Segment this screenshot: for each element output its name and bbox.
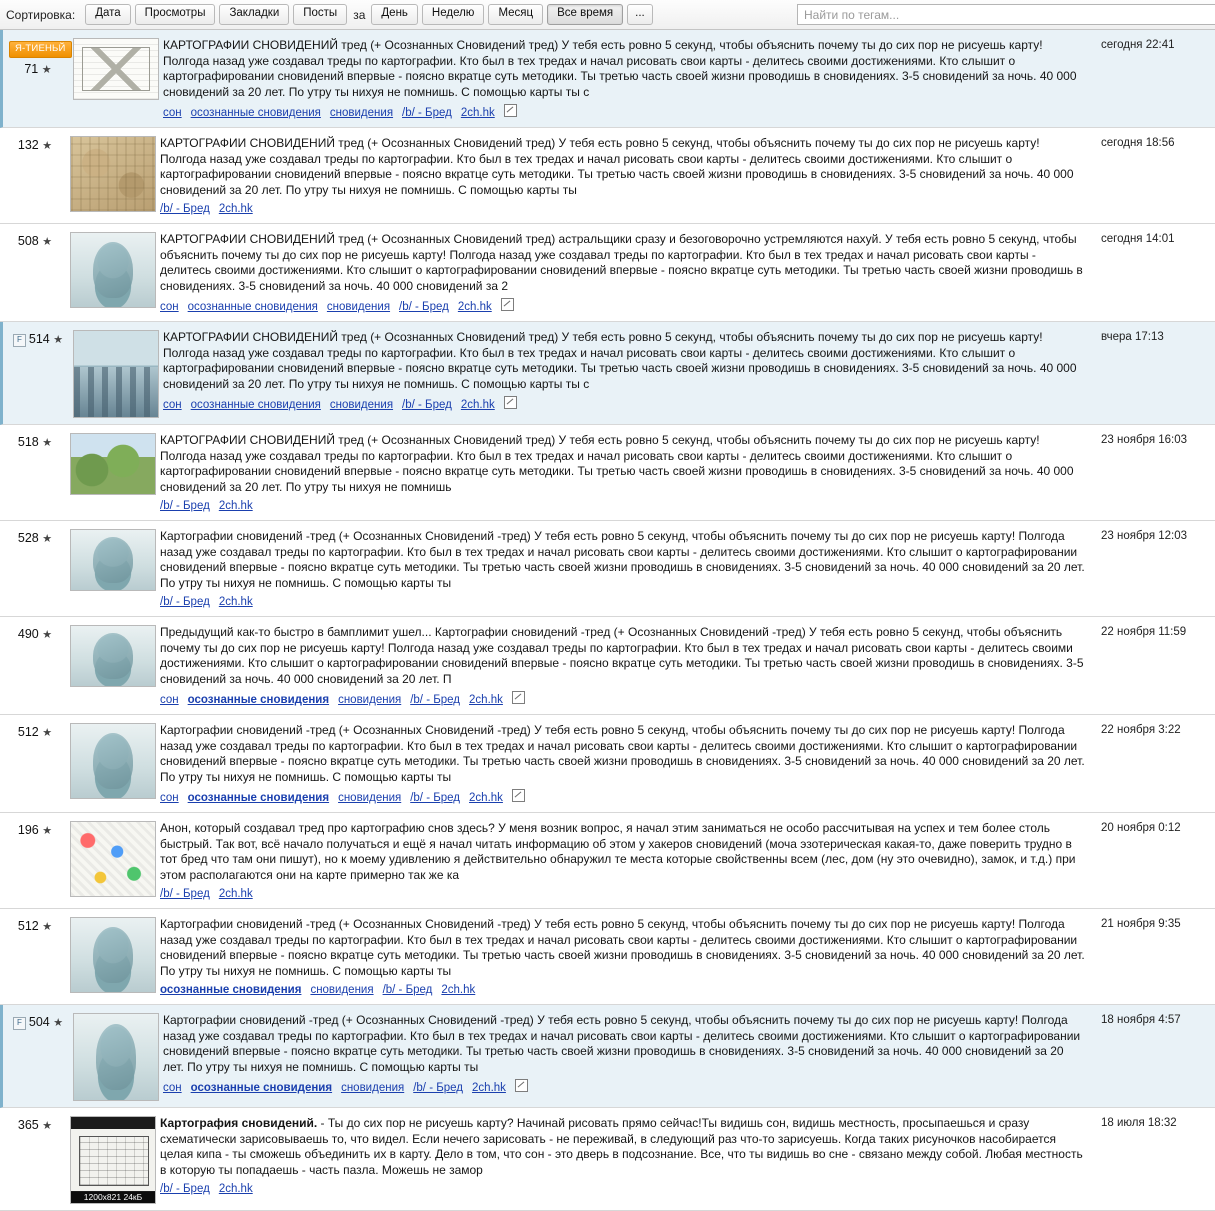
post-score [6,1118,64,1132]
tag-link[interactable]: сновидения [329,399,394,411]
tag-link[interactable]: осознанные сновидения [187,694,330,706]
post-body [156,1108,1097,1210]
score-value: 71 [24,62,39,76]
star-icon[interactable]: ★ [42,825,53,837]
score-value: 490 [17,627,39,641]
post-date: 21 ноября 9:35 [1101,918,1181,930]
tag-link[interactable]: сон [163,1082,182,1094]
tag-link[interactable]: /b/ - Бред [402,107,452,119]
score-value: 365 [17,1118,39,1132]
post-row[interactable] [0,128,1215,224]
tag-link[interactable]: осознанные сновидения [190,1082,333,1094]
score-value: 512 [17,919,39,933]
post-thumbnail-cell [70,128,156,223]
tag-link[interactable]: /b/ - Бред [160,888,210,900]
post-body [159,30,1097,127]
star-icon[interactable]: ★ [42,533,53,545]
post-score [9,1015,67,1030]
post-row[interactable] [0,1005,1215,1108]
tag-link[interactable]: 2ch.hk [469,792,503,804]
tag-link[interactable]: сон [160,301,179,313]
post-thumbnail-cell [70,715,156,812]
score-value: 508 [17,234,39,248]
post-score [9,332,67,347]
post-tags [160,202,1087,217]
score-value: 512 [17,725,39,739]
post-score-cell [0,224,70,321]
post-thumbnail[interactable] [70,625,156,687]
tag-link[interactable]: осознанные сновидения [190,399,321,411]
post-text: КАРТОГРАФИИ СНОВИДЕНИЙ тред (+ Осознанных Сновидений тред) У тебя есть ровно 5 секунд, чтобы объяснить почему ты до сих пор не рисуешь карту! Полгода назад уже создавал треды по картографии. Кто был в тех тредах и начал рисовать свои карты - делитесь своими достижениями. Кто слышит о картографировании сновидений впервые - поясно вкратце суть методики. Ты третью часть своей жизни проводишь в сновидениях. 3-5 сновидений за ночь. 40 000 сновидений за 20 лет. По утру ты нихуя не помнишь [160,433,1074,494]
search-input[interactable] [797,4,1215,25]
period-button-week[interactable]: Неделю [422,4,485,25]
edit-pencil-icon[interactable] [512,789,525,802]
post-score [6,725,64,739]
post-body [156,224,1097,321]
post-thumbnail-cell [70,425,156,520]
post-text: КАРТОГРАФИИ СНОВИДЕНИЙ тред (+ Осознанных Сновидений тред) У тебя есть ровно 5 секунд, чтобы объяснить почему ты до сих пор не рисуешь карту! Полгода назад уже создавал треды по картографии. Кто был в тех тредах и начал рисовать свои карты - делитесь своими достижениями. Кто слышит о картографировании сновидений впервые - поясно вкратце суть методики. Ты третью часть своей жизни проводишь в сновидениях. 3-5 сновидений за ночь. 40 000 сновидений за 20 лет. По утру ты нихуя не помнишь. С помощью карты ты [160,136,1074,197]
post-body [156,715,1097,812]
edit-pencil-icon[interactable] [515,1079,528,1092]
post-thumbnail-cell [73,30,159,127]
tag-link[interactable]: /b/ - Бред [410,694,461,706]
post-date: 22 ноября 3:22 [1101,724,1181,736]
tag-link[interactable]: 2ch.hk [218,203,253,215]
score-value: 504 [28,1015,50,1029]
tag-link[interactable]: сновидения [329,107,394,119]
post-tags [160,887,1087,902]
post-title: Картография сновидений. [160,1116,318,1130]
post-row[interactable] [0,322,1215,425]
post-score-cell [3,1005,73,1107]
post-text: Картографии сновидений -тред (+ Осознанных Сновидений -тред) У тебя есть ровно 5 секунд, чтобы объяснить почему ты до сих пор не рисуешь карту! Полгода назад уже создавал треды по картографии. Кто был в тех тредах и начал рисовать свои карты - делитесь своими достижениями. Кто слышит о картографировании сновидений впервые - поясно вкратце суть методики. Ты третью часть своей жизни проводишь в сновидениях. 3-5 сновидений за ночь. 40 000 сновидений за 20 лет. По утру ты нихуя не помнишь. С помощью карты ты [160,723,1085,784]
thumbnail-image [74,1014,158,1100]
sort-toolbar [0,0,1215,30]
tag-link[interactable]: /b/ - Бред [413,1082,464,1094]
tag-link[interactable]: /b/ - Бред [402,399,452,411]
post-score-cell [0,813,70,908]
edit-pencil-icon[interactable] [504,104,517,117]
period-button-all-time[interactable]: Все время [547,4,623,25]
post-date: вчера 17:13 [1101,331,1164,343]
tag-link[interactable]: /b/ - Бред [160,203,210,215]
tag-link[interactable]: 2ch.hk [218,1183,253,1195]
post-body [156,521,1097,616]
star-icon[interactable]: ★ [53,334,64,346]
score-value: 132 [17,138,39,152]
thumbnail-image [74,39,158,99]
flag-icon: F [13,1017,26,1030]
post-row[interactable] [0,715,1215,813]
edit-pencil-icon[interactable] [512,691,525,704]
post-text [160,1116,1087,1178]
post-score-cell [3,322,73,424]
post-text: Анон, который создавал тред про картографию снов здесь? У меня возник вопрос, я начал этим заниматься не особо рассчитывая на успех и тем более столь быстрый. Так вот, всё начало получаться и ещё я начал читать информацию об этом у хакеров сновидений (моча эзотерическая какая-то, даже поверить трудно в тот бред что там они пишут), но к моему удивлению я действительно обнаружил те места которые свойственны всем (лес, дом (ну это очевидно), замок, и т.д.) при этом располагаются они на карте примерно так же ка [160,821,1076,882]
post-thumbnail[interactable] [70,136,156,212]
post-row[interactable] [0,224,1215,322]
post-body [156,909,1097,1004]
post-score-cell [0,128,70,223]
star-icon[interactable]: ★ [42,1120,53,1132]
tag-link[interactable]: осознанные сновидения [190,107,321,119]
post-date: сегодня 18:56 [1101,137,1175,149]
post-body [156,617,1097,714]
post-text: Предыдущий как-то быстро в бамплимит ушел... Картографии сновидений -тред (+ Осознанных Сновидений -тред) У тебя есть ровно 5 секунд, чтобы объяснить почему ты до сих пор не рисуешь карту! Полгода назад уже создавал треды по картографии. Кто был в тех тредах и начал рисовать свои карты - делитесь своими достижениями. Кто слышит о картографировании сновидений впервые - поясно вкратце суть методики. Ты третью часть своей жизни проводишь в сновидениях. 3-5 сновидений за ночь. 40 000 сновидений за 20 лет. П [160,625,1084,686]
post-text: Картографии сновидений -тред (+ Осознанных Сновидений -тред) У тебя есть ровно 5 секунд, чтобы объяснить почему ты до сих пор не рисуешь карту! Полгода назад уже создавал треды по картографии. Кто был в тех тредах и начал рисовать свои карты - делитесь своими достижениями. Кто слышит о картографировании сновидений впервые - поясно вкратце суть методики. Ты третью часть своей жизни проводишь в сновидениях. 3-5 сновидений за ночь. 40 000 сновидений за 20 лет. По утру ты нихуя не помнишь. С помощью карты ты [160,917,1085,978]
hot-badge: Я-ТИЕНЬЙ [9,41,72,58]
post-row[interactable] [0,521,1215,617]
post-date: сегодня 14:01 [1101,233,1175,245]
post-text: КАРТОГРАФИИ СНОВИДЕНИЙ тред (+ Осознанных Сновидений тред) У тебя есть ровно 5 секунд, чтобы объяснить почему ты до сих пор не рисуешь карту! Полгода назад уже создавал треды по картографии. Кто был в тех тредах и начал рисовать свои карты - делитесь своими достижениями. Кто слышит о картографировании сновидений впервые - поясно вкратце суть методики. Ты третью часть своей жизни проводишь в сновидениях. 3-5 сновидений за ночь. 40 000 сновидений за 20 лет. По утру ты нихуя не помнишь. С помощью карты ты с [163,38,1077,99]
tag-link[interactable]: /b/ - Бред [160,1183,210,1195]
post-date: 20 ноября 0:12 [1101,822,1181,834]
score-value: 196 [17,823,39,837]
sort-button-posts[interactable]: Посты [293,4,347,25]
post-score-cell [0,1108,70,1210]
post-tags [160,983,1087,998]
post-score-cell [0,521,70,616]
post-tags [163,104,1087,121]
tag-link[interactable]: 2ch.hk [441,984,476,996]
thumbnail-image [71,918,155,992]
tag-link[interactable]: осознанные сновидения [187,792,330,804]
post-thumbnail[interactable] [70,433,156,495]
post-score [9,62,67,76]
post-thumbnail[interactable] [73,330,159,418]
tag-link[interactable]: /b/ - Бред [160,500,210,512]
post-tags [163,396,1087,413]
post-score [6,138,64,152]
post-date: сегодня 22:41 [1101,39,1175,51]
sort-button-views[interactable]: Просмотры [135,4,216,25]
flag-icon: F [13,334,26,347]
edit-pencil-icon[interactable] [501,298,514,311]
post-score-cell [0,617,70,714]
post-date: 22 ноября 11:59 [1101,626,1187,638]
post-row[interactable] [0,617,1215,715]
post-thumbnail[interactable] [70,1116,156,1204]
post-text: КАРТОГРАФИИ СНОВИДЕНИЙ тред (+ Осознанных Сновидений тред) астральщики сразу и безоговорочно устремляются нахуй. У тебя есть ровно 5 секунд, чтобы объяснить почему ты до сих пор не рисуешь карту! Полгода назад уже создавал треды по картографии. Кто был в тех тредах и начал рисовать свои карты - делитесь своими достижениями. Кто слышит о картографировании сновидений впервые - поясно вкратце суть методики. Ты третью часть своей жизни проводишь в сновидениях. 3-5 сновидений за ночь. 40 000 сновидений за 2 [160,232,1083,293]
post-thumbnail[interactable] [70,529,156,591]
star-icon[interactable]: ★ [42,727,53,739]
post-thumbnail-cell [70,909,156,1004]
post-row[interactable] [0,425,1215,521]
tag-link[interactable]: сон [163,399,182,411]
post-tags [163,1079,1087,1096]
thumbnail-caption: 1200x821 24кБ [71,1192,155,1203]
tag-link[interactable]: /b/ - Бред [382,984,433,996]
thumbnail-image [71,626,155,686]
tag-search [797,4,1215,25]
thumbnail-image [71,137,155,211]
post-text: КАРТОГРАФИИ СНОВИДЕНИЙ тред (+ Осознанных Сновидений тред) У тебя есть ровно 5 секунд, чтобы объяснить почему ты до сих пор не рисуешь карту! Полгода назад уже создавал треды по картографии. Кто был в тех тредах и начал рисовать свои карты - делитесь своими достижениями. Кто слышит о картографировании сновидений впервые - поясно вкратце суть методики. Ты третью часть своей жизни проводишь в сновидениях. 3-5 сновидений за ночь. 40 000 сновидений за 20 лет. По утру ты нихуя не помнишь. С помощью карты ты с [163,330,1077,391]
post-tags [160,789,1087,806]
thumbnail-image [71,530,155,590]
tag-link[interactable]: 2ch.hk [457,301,492,313]
tag-link[interactable]: сновидения [338,694,402,706]
post-date: 23 ноября 12:03 [1101,530,1188,542]
thumbnail-image [71,434,155,494]
post-thumbnail-cell [70,1108,156,1210]
post-thumbnail-cell [70,521,156,616]
post-thumbnail-cell [73,1005,159,1107]
post-text: Картографии сновидений -тред (+ Осознанных Сновидений -тред) У тебя есть ровно 5 секунд, чтобы объяснить почему ты до сих пор не рисуешь карту! Полгода назад уже создавал треды по картографии. Кто был в тех тредах и начал рисовать свои карты - делитесь своими достижениями. Кто слышит о картографировании сновидений впервые - поясно вкратце суть методики. Ты третью часть своей жизни проводишь в сновидениях. 3-5 сновидений за ночь. 40 000 сновидений за 20 лет. По утру ты нихуя не помнишь. С помощью карты ты [160,529,1085,590]
post-date: 18 ноября 4:57 [1101,1014,1181,1026]
score-value: 518 [17,435,39,449]
tag-link[interactable]: /b/ - Бред [160,596,210,608]
post-body [156,813,1097,908]
post-score-cell [0,909,70,1004]
tag-link[interactable]: 2ch.hk [469,694,503,706]
post-score [6,435,64,449]
post-text: Картографии сновидений -тред (+ Осознанных Сновидений -тред) У тебя есть ровно 5 секунд, чтобы объяснить почему ты до сих пор не рисуешь карту! Полгода назад уже создавал треды по картографии. Кто был в тех тредах и начал рисовать свои карты - делитесь своими достижениями. Кто слышит о картографировании сновидений впервые - поясно вкратце суть методики. Ты третью часть своей жизни проводишь в сновидениях. 3-5 сновидений за ночь. 40 000 сновидений за 20 лет. По утру ты нихуя не помнишь. С помощью карты ты [163,1013,1081,1074]
post-thumbnail-cell [73,322,159,424]
star-icon[interactable]: ★ [42,437,53,449]
post-thumbnail[interactable] [73,1013,159,1101]
post-row[interactable] [0,813,1215,909]
sort-label: Сортировка: [6,7,76,22]
tag-link[interactable]: 2ch.hk [218,500,253,512]
period-button-more[interactable]: ... [627,4,653,25]
star-icon[interactable]: ★ [42,921,53,933]
thumbnail-image [71,233,155,307]
tag-link[interactable]: осознанные сновидения [160,984,302,996]
star-icon[interactable]: ★ [53,1017,64,1029]
post-score-cell [3,30,73,127]
post-score-cell [0,425,70,520]
post-thumbnail-cell [70,617,156,714]
post-tags [160,691,1087,708]
sort-button-bookmarks[interactable]: Закладки [219,4,289,25]
score-value: 528 [17,531,39,545]
tag-link[interactable]: 2ch.hk [460,107,495,119]
post-row[interactable] [0,30,1215,128]
tag-link[interactable]: 2ch.hk [460,399,495,411]
edit-pencil-icon[interactable] [504,396,517,409]
post-body [159,322,1097,424]
post-thumbnail[interactable] [70,821,156,897]
tag-link[interactable]: сновидения [341,1082,405,1094]
post-thumbnail[interactable] [70,723,156,799]
star-icon[interactable]: ★ [42,629,53,641]
post-thumbnail-cell [70,813,156,908]
tag-link[interactable]: сон [163,107,182,119]
period-prefix-label: за [353,7,366,22]
post-date: 23 ноября 16:03 [1101,434,1188,446]
post-row[interactable] [0,909,1215,1005]
post-score-cell [0,715,70,812]
post-score [6,627,64,641]
tag-link[interactable]: /b/ - Бред [399,301,449,313]
post-thumbnail[interactable] [73,38,159,100]
star-icon[interactable]: ★ [42,236,53,248]
sort-button-date[interactable]: Дата [85,4,130,25]
post-body [159,1005,1097,1107]
score-value: 514 [28,332,50,346]
tag-link[interactable]: сон [160,792,179,804]
tag-link[interactable]: сновидения [338,792,402,804]
post-score [6,531,64,545]
tag-link[interactable]: 2ch.hk [218,888,253,900]
post-tags [160,595,1087,610]
post-thumbnail[interactable] [70,917,156,993]
post-score [6,823,64,837]
post-list [0,30,1215,1211]
tag-link[interactable]: сон [160,694,179,706]
tag-link[interactable]: сновидения [310,984,374,996]
post-tags [160,298,1087,315]
tag-link[interactable]: сновидения [326,301,391,313]
post-thumbnail[interactable] [70,232,156,308]
thumbnail-image [71,1117,155,1203]
tag-link[interactable]: осознанные сновидения [187,301,318,313]
post-tags [160,499,1087,514]
post-date: 18 июля 18:32 [1101,1117,1177,1129]
post-tags [160,1182,1087,1197]
post-score [6,234,64,248]
post-score [6,919,64,933]
period-button-month[interactable]: Месяц [488,4,543,25]
post-thumbnail-cell [70,224,156,321]
tag-link[interactable]: 2ch.hk [218,596,253,608]
thumbnail-image [71,822,155,896]
thumbnail-image [74,331,158,417]
post-body [156,128,1097,223]
thumbnail-image [71,724,155,798]
post-body [156,425,1097,520]
period-button-day[interactable]: День [371,4,418,25]
post-text-body: - Ты до сих пор не рисуешь карту? Начинай рисовать прямо сейчас!Ты видишь сон, видишь местность, просыпаешься и сразу схематически зарисовываешь то, что видел. Если нечего зарисовать - не переживай, в следующий раз что-то зарисуешь. Когда таких рисуночков насобирается целая кипа - ты сможешь объединить их в карту. Дело в том, что сон - это дверь в подсознание. Все, что ты видишь во сне - связано между собой. Любая местность в которую ты попадаешь - часть пазла. Можешь не замор [160,1116,1083,1177]
tag-link[interactable]: 2ch.hk [472,1082,506,1094]
star-icon[interactable]: ★ [42,140,53,152]
star-icon[interactable]: ★ [41,64,52,76]
tag-link[interactable]: /b/ - Бред [410,792,461,804]
post-row[interactable] [0,1108,1215,1211]
